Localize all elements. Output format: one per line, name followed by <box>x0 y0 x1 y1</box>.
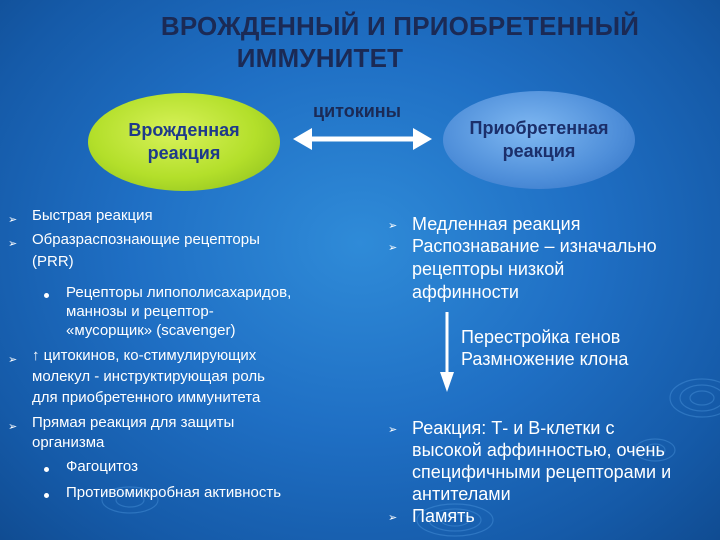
cytokines-label: цитокины <box>313 101 402 121</box>
acquired-item-2-line-2: рецепторы низкой <box>412 259 565 279</box>
innate-sub-1-line-2: маннозы и рецептор- <box>66 303 214 320</box>
middle-line-1: Перестройка генов <box>461 327 621 347</box>
innate-item-4-line-2: организма <box>32 434 105 451</box>
innate-oval-line-1: Врожденная <box>128 120 240 140</box>
innate-item-3-line-2: молекул - инструктирующая роль <box>32 368 265 385</box>
acquired-item-3-line-3: специфичными рецепторами и <box>412 462 672 482</box>
acquired-item-3-line-4: антителами <box>412 484 511 504</box>
innate-item-2-line-2: (PRR) <box>32 253 74 270</box>
bullet-arrow-icon: ➢ <box>8 214 18 226</box>
down-arrow-icon <box>440 312 454 392</box>
innate-oval-line-2: реакция <box>147 143 221 163</box>
bullet-arrow-icon: ➢ <box>388 242 398 254</box>
innate-item-1: Быстрая реакция <box>32 207 153 224</box>
acquired-oval-line-2: реакция <box>502 141 576 161</box>
middle-line-2: Размножение клона <box>461 349 629 369</box>
acquired-item-4: Память <box>412 506 475 526</box>
bullet-dot-icon <box>44 493 49 498</box>
double-arrow-icon <box>293 128 432 150</box>
innate-item-2-line-1: Образраспознающие рецепторы <box>32 231 260 248</box>
acquired-oval-line-1: Приобретенная <box>469 118 609 138</box>
innate-sub-1-line-3: «мусорщик» (scavenger) <box>66 322 236 339</box>
bullet-dot-icon <box>44 467 49 472</box>
bullet-arrow-icon: ➢ <box>8 421 18 433</box>
acquired-item-1: Медленная реакция <box>412 214 581 234</box>
gene-rearrangement-note <box>461 326 628 370</box>
innate-item-3-line-3: для приобретенного иммунитета <box>32 389 261 406</box>
title-line-2: ИММУНИТЕТ <box>236 43 404 73</box>
acquired-item-2-line-3: аффинности <box>412 282 519 302</box>
acquired-item-2-line-1: Распознавание – изначально <box>412 236 657 256</box>
innate-item-4-line-1: Прямая реакция для защиты <box>32 414 235 431</box>
innate-sub-2: Фагоцитоз <box>66 458 138 475</box>
bullet-dot-icon <box>44 293 49 298</box>
acquired-item-3-line-2: высокой аффинностью, очень <box>412 440 665 460</box>
title-line-1: ВРОЖДЕННЫЙ И ПРИОБРЕТЕННЫЙ <box>160 11 640 41</box>
bullet-arrow-icon: ➢ <box>388 220 398 232</box>
innate-sub-3: Противомикробная активность <box>66 484 282 501</box>
acquired-item-3-line-1: Реакция: Т- и В-клетки с <box>412 418 615 438</box>
bullet-arrow-icon: ➢ <box>388 512 398 524</box>
innate-sub-1-line-1: Рецепторы липополисахаридов, <box>66 284 292 301</box>
bullet-arrow-icon: ➢ <box>8 354 18 366</box>
bullet-arrow-icon: ➢ <box>8 238 18 250</box>
innate-item-3-line-1: ↑ цитокинов, ко-стимулирующих <box>32 347 257 364</box>
bullet-arrow-icon: ➢ <box>388 424 398 436</box>
